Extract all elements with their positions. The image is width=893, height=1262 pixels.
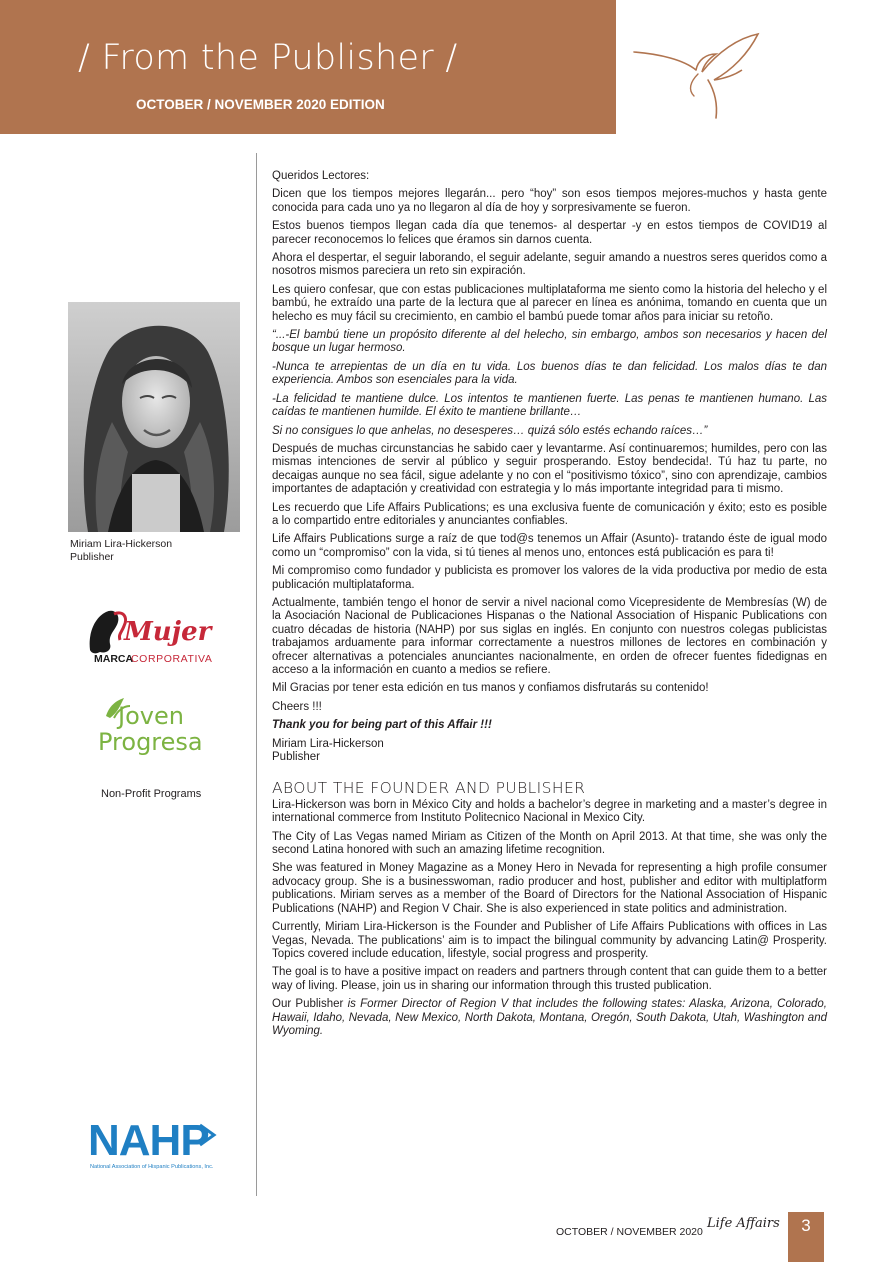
about-paragraph-last: [272, 998, 827, 1038]
letter-paragraph: Les recuerdo que Life Affairs Publications; es una exclusiva fuente de comunicación y éxito; esto es posible a lo compartido entre editoriales y anunciantes confiables.: [272, 501, 827, 527]
thanks-line: Thank you for being part of this Affair !!!: [272, 719, 492, 732]
woman-silhouette-icon: [90, 611, 119, 654]
letter-paragraph: Life Affairs Publications surge a raíz de que tod@s tenemos un Affair (Asunto)- tratando éste de igual modo como un “compromiso” con la vida, si tú tienes al menos uno, entonces está publicación es para ti!: [272, 533, 827, 559]
nahp-word: NAHP: [88, 1116, 209, 1165]
letter-paragraph: Les quiero confesar, que con estas publicaciones multiplataforma me siento como la historia del helecho y el bambú, he extraído una parte de la lectura que al parecer en línea es anónima, tomando en cuenta que un helecho es muy fácil su crecimiento, en cambio el bambú puede tomar años para iniciar su retoño.: [272, 283, 827, 323]
mujer-word: Mujer: [124, 617, 212, 647]
joven-word: Joven: [118, 702, 184, 730]
quote-paragraph: -La felicidad te mantiene dulce. Los intentos te mantienen fuerte. Las penas te mantienen humano. Las caídas te mantienen humilde. El éxito te mantiene brillante…: [272, 392, 827, 419]
letter-paragraph: Estos buenos tiempos llegan cada día que tenemos- al despertar -y en estos tiempos de COVID19 al parecer reconocemos lo felices que éramos sin darnos cuenta.: [272, 220, 827, 246]
letter-paragraph: Mi compromiso como fundador y publicista es promover los valores de la vida productiva por medio de esta publicación multiplataforma.: [272, 565, 827, 591]
nahp-full-name: National Association of Hispanic Publications, Inc.: [90, 1164, 214, 1170]
letter-paragraph: Mil Gracias por tener esta edición en tus manos y confiamos disfrutarás su contenido!: [272, 682, 709, 695]
photo-caption: [70, 538, 172, 564]
joven-progresa-logo: [96, 694, 214, 756]
cheers-line: Cheers !!!: [272, 700, 322, 713]
marca-word: MARCA: [94, 653, 134, 665]
letter-paragraph: Después de muchas circunstancias he sabido caer y levantarme. Así continuaremos; humildes, pero con las mismas intenciones de servir al público y seguir prosperando. Estoy bendecida!. Tú haz tu parte, no decaigas aunque no sea fácil, sigue adelante y no con el “positivismo tóxico”, sino con aprendizaje, cambios importantes de adaptación y creatividad con estrategia y lo más importante integridad para ti mismo.: [272, 442, 827, 496]
footer-edition: OCTOBER / NOVEMBER 2020: [556, 1226, 703, 1238]
caption-role: Publisher: [70, 551, 114, 563]
about-last-plain: Our Publisher: [272, 998, 348, 1011]
publisher-photo: [68, 302, 240, 532]
greeting: Queridos Lectores:: [272, 170, 370, 182]
letter-column: [272, 170, 827, 1043]
about-paragraph: She was featured in Money Magazine as a Money Hero in Nevada for representing a high profile consumer advocacy group. She is a businesswoman, radio producer and host, publisher and editor with multiplatform publications. Miriam serves as a member of the Board of Directors for the National Association of Hispanic Publications (NAHP) and Region V Chair. She is also experienced in state politics and administration.: [272, 862, 827, 915]
nonprofit-label: Non-Profit Programs: [101, 788, 202, 800]
caption-name: Miriam Lira-Hickerson: [70, 538, 173, 550]
about-paragraph: The City of Las Vegas named Miriam as Citizen of the Month on April 2013. At that time, she was only the second Latina honored with such an amazing lifetime recognition.: [272, 830, 827, 857]
about-paragraph: Lira-Hickerson was born in México City and holds a bachelor’s degree in marketing and a master’s degree in international commerce from Instituto Politecnico Nacional in Mexico City.: [272, 798, 827, 825]
mujer-marca-corporativa-logo: [84, 604, 214, 666]
signature-name: Miriam Lira-Hickerson: [272, 737, 384, 750]
about-paragraph: The goal is to have a positive impact on readers and partners through content that can guide them to a better way of living. Please, join us in sharing our information through this trusted publication.: [272, 966, 827, 992]
letter-paragraph: Ahora el despertar, el seguir laborando, el seguir adelante, seguir amando a nuestros seres queridos como a nosotros mismos pareciera un reto sin expiración.: [272, 252, 827, 278]
page-title: / From the Publisher /: [78, 38, 458, 78]
header-banner: [0, 0, 616, 134]
edition-label: OCTOBER / NOVEMBER 2020 EDITION: [136, 97, 385, 112]
about-heading: ABOUT THE FOUNDER AND PUBLISHER: [272, 779, 586, 798]
quote-paragraph: “...-El bambú tiene un propósito diferente al del helecho, sin embargo, ambos son necesarios y hacen del bosque un lugar hermoso.: [272, 329, 827, 355]
progresa-word: Progresa: [98, 728, 203, 756]
quote-paragraph: Si no consigues lo que anhelas, no desesperes… quizá sólo estés echando raíces…”: [272, 424, 708, 437]
column-divider: [256, 153, 257, 1196]
corporativa-word: CORPORATIVA: [131, 653, 213, 665]
about-paragraph: Currently, Miriam Lira-Hickerson is the Founder and Publisher of Life Affairs Publications with offices in Las Vegas, Nevada. The publications’ aim is to impact the bilingual community by advancing Latin@ Prosperity. Topics covered include education, lifestyle, social progress and prosperity.: [272, 921, 827, 960]
page-number-box: [788, 1212, 824, 1262]
about-last-italic: is Former Director of Region V that includes the following states: Alaska, Arizona, Colorado, Hawaii, Idaho, Nevada, New Mexico, North Dakota, Montana, Oregón, South Dakota, Utah, Washington and Wyoming.: [272, 998, 827, 1037]
hummingbird-icon: [632, 30, 760, 120]
page-number: 3: [801, 1216, 811, 1235]
letter-paragraph: Actualmente, también tengo el honor de servir a nivel nacional como Vicepresidente de Membresías (W) de la Asociación Nacional de Publicaciones Hispanas o the National Association of Hispanic Publications con cuatro décadas de historia (NAHP) por sus siglas en inglés. En conjunto con nuestros colegas publicistas trabajamos arduamente para informar correctamente a nuestros millones de lectores en combinación y ofrecer alternativas a potenciales anunciantes nacionalmente, en orden de ofrecer fuentes fidedignas en acceso a la información en cuanto a medios se refiere.: [272, 596, 827, 676]
quote-paragraph: -Nunca te arrepientas de un día en tu vida. Los buenos días te dan felicidad. Los malos días te dan experiencia. Ambos son esenciales para la vida.: [272, 360, 827, 387]
letter-paragraph: Dicen que los tiempos mejores llegarán... pero “hoy” son esos tiempos mejores-muchos y hasta gente conocida para cada uno ya no llegaron al día de hoy y sorpresivamente se fueron.: [272, 188, 827, 214]
signature-role: Publisher: [272, 751, 320, 764]
nahp-logo: [88, 1115, 222, 1171]
life-affairs-logo: Life Affairs: [707, 1216, 780, 1231]
